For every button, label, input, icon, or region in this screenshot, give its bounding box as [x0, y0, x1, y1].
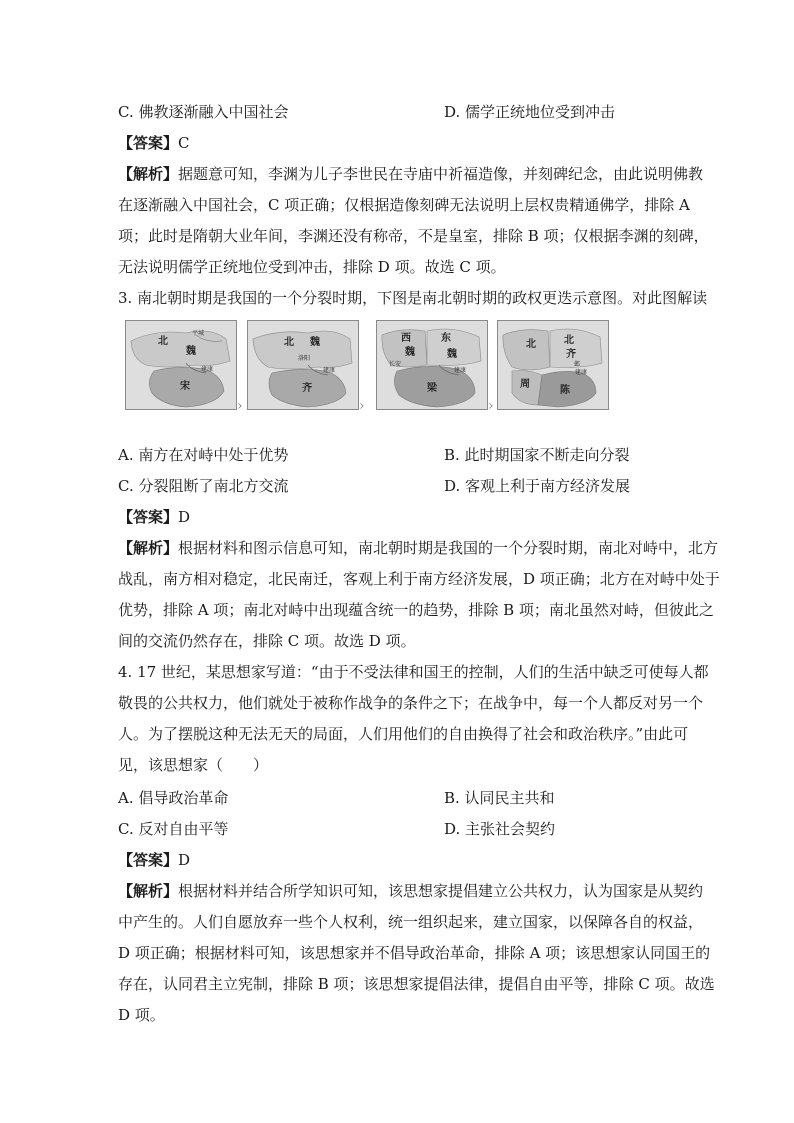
label-city: 平城 [192, 330, 205, 337]
q4-option-b: B. 认同民主共和 [444, 789, 555, 807]
label-capital: 建康 [575, 369, 588, 376]
q4-analysis-line-4: 存在，认同君主立宪制，排除 B 项；该思想家提倡法律，提倡自由平等，排除 C 项。故选 [118, 975, 715, 993]
map-qi-northern-wei [247, 320, 359, 410]
label-city: 洛阳 [298, 355, 311, 362]
analysis-tag: 【解析】 [118, 539, 179, 557]
arrow-icon: › [237, 398, 243, 414]
q3-stem: 3. 南北朝时期是我国的一个分裂时期，下图是南北朝时期的政权更迭示意图。对此图解读 [118, 289, 708, 307]
map-song-northern-wei [125, 320, 237, 410]
q2-answer [118, 133, 190, 153]
answer-value: D [178, 851, 191, 869]
q4-analysis-line-2: 中产生的。人们自愿放弃一些个人权利，统一组织起来，建立国家，以保障各自的权益， [118, 913, 704, 931]
q4-analysis-line-1: 【解析】根据材料并结合所学知识可知，该思想家提倡建立公共权力，认为国家是从契约 [118, 882, 704, 900]
answer-value: D [178, 508, 191, 526]
q4-option-c: C. 反对自由平等 [118, 820, 229, 838]
regime-change-maps [125, 320, 607, 414]
q3-analysis-line-1: 【解析】根据材料和图示信息可知，南北朝时期是我国的一个分裂时期，南北对峙中，北方 [118, 539, 719, 557]
label-north: 北 [284, 337, 294, 348]
q3-analysis-line-4: 间的交流仍然存在，排除 C 项。故选 D 项。 [118, 632, 416, 650]
q2-analysis-line-1: 【解析】据题意可知，李渊为儿子李世民在寺庙中祈福造像，并刻碑纪念，由此说明佛教 [118, 165, 704, 183]
label-capital: 建康 [323, 367, 336, 374]
q4-option-d: D. 主张社会契约 [444, 820, 556, 838]
q4-stem-line-3: 人。为了摆脱这种无法无天的局面，人们用他们的自由换得了社会和政治秩序。”由此可 [118, 725, 689, 743]
q2-option-d: D. 儒学正统地位受到冲击 [444, 103, 616, 121]
analysis-tag: 【解析】 [118, 882, 179, 900]
q3-analysis-line-3: 优势，排除 A 项；南北对峙中出现蕴含统一的趋势，排除 B 项；南北虽然对峙，但彼此之 [118, 601, 714, 619]
label-capital: 建康 [201, 366, 214, 373]
q3-option-b: B. 此时期国家不断走向分裂 [444, 446, 630, 464]
q2-analysis-line-2: 在逐渐融入中国社会，C 项正确；仅根据造像刻碑无法说明上层权贵精通佛学，排除 A [118, 196, 690, 214]
map-shape [126, 321, 236, 409]
label-south: 宋 [180, 381, 190, 392]
q2-option-c: C. 佛教逐渐融入中国社会 [118, 103, 289, 121]
label-wei-east: 魏 [447, 349, 457, 360]
q3-answer [118, 507, 190, 527]
arrow-icon: › [359, 398, 365, 414]
q4-analysis-line-5: D 项。 [118, 1006, 165, 1024]
label-wei: 魏 [186, 346, 196, 357]
label-qi: 齐 [566, 349, 576, 360]
q4-stem-line-4: 见，该思想家（ ） [118, 756, 269, 774]
q3-option-c: C. 分裂阻断了南北方交流 [118, 477, 289, 495]
answer-value: C [178, 134, 190, 152]
label-east: 东 [441, 333, 451, 344]
label-north-qi: 北 [564, 335, 574, 346]
q3-option-d: D. 客观上利于南方经济发展 [444, 477, 631, 495]
label-zhou: 周 [520, 379, 530, 390]
q4-stem-line-2: 敬畏的公共权力，他们就处于被称作战争的条件之下；在战争中，每一个人都反对另一个 [118, 694, 704, 712]
map-chen-zhou-qi [497, 320, 609, 410]
answer-tag: 【答案】 [118, 851, 179, 869]
q4-option-a: A. 倡导政治革命 [118, 789, 229, 807]
answer-tag: 【答案】 [118, 508, 179, 526]
label-wei: 魏 [310, 337, 320, 348]
q2-analysis-line-4: 无法说明儒学正统地位受到冲击，排除 D 项。故选 C 项。 [118, 258, 506, 276]
q3-option-a: A. 南方在对峙中处于优势 [118, 446, 289, 464]
map-shape [248, 321, 358, 409]
answer-tag: 【答案】 [118, 134, 179, 152]
label-south: 齐 [302, 383, 312, 394]
map-shape [498, 321, 608, 409]
label-west: 西 [401, 333, 411, 344]
label-capital: 建康 [454, 367, 467, 374]
label-chen: 陈 [560, 385, 570, 396]
label-wei-west: 魏 [405, 347, 415, 358]
analysis-tag: 【解析】 [118, 165, 179, 183]
label-north: 北 [158, 336, 168, 347]
arrow-icon: › [488, 398, 494, 414]
q4-analysis-line-3: D 项正确；根据材料可知，该思想家并不倡导政治革命，排除 A 项；该思想家认同国王的 [118, 944, 711, 962]
q2-analysis-line-3: 项；此时是隋朝大业年间，李渊还没有称帝，不是皇室，排除 B 项；仅根据李渊的刻碑， [118, 227, 709, 245]
label-city: 长安 [389, 361, 402, 368]
label-south: 梁 [427, 383, 437, 394]
map-liang-eastern-western-wei [376, 320, 488, 410]
label-north-zhou: 北 [526, 339, 536, 350]
q4-answer [118, 850, 190, 870]
q4-stem-line-1: 4. 17 世纪，某思想家写道：“由于不受法律和国王的控制，人们的生活中缺乏可使每人都 [118, 663, 709, 681]
q3-analysis-line-2: 战乱，南方相对稳定，北民南迁，客观上利于南方经济发展，D 项正确；北方在对峙中处于 [118, 570, 720, 588]
label-city: 邺 [574, 361, 581, 368]
